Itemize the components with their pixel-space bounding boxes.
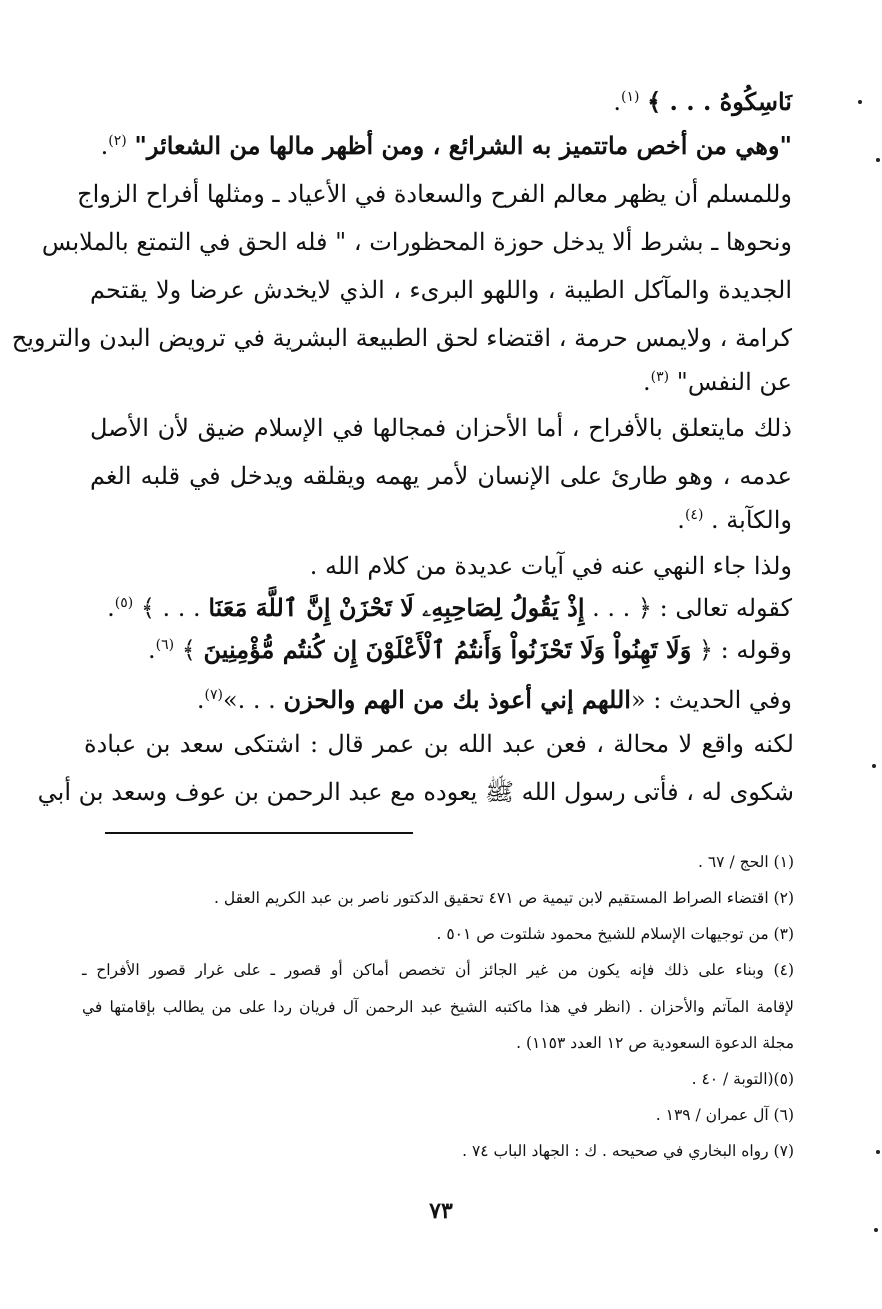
verse-line-2: وقوله : ﴿ وَلَا تَهِنُواْ وَلَا تَحْزَنُواْ وَأَنتُمُ ٱلْأَعْلَوْنَ إِن كُنتُم مُّؤْمِنِينَ ﴾ $^{(٦)}$. xyxy=(148,635,792,664)
footnote-4-cont: مجلة الدعوة السعودية ص ١٢ العدد ١١٥٣) . xyxy=(516,1034,794,1052)
footnote-7: (٧) رواه البخاري في صحيحه . ك : الجهاد الباب ٧٤ . xyxy=(462,1142,794,1160)
footnote-separator xyxy=(105,832,413,834)
paragraph-line: عن النفس" $^{(٣)}$. xyxy=(643,368,792,396)
footnote-6: (٦) آل عمران / ١٣٩ . xyxy=(655,1106,794,1124)
quran-verse: إِذْ يَقُولُ لِصَاحِبِهِۦ لَا تَحْزَنْ إِنَّ ٱللَّهَ مَعَنَا xyxy=(208,593,585,622)
footnote-4-cont: لإقامة المآتم والأحزان . (انظر في هذا ماكتبه الشيخ عبد الرحمن آل فريان ردا على من يطالب بإقامتها في xyxy=(82,998,794,1016)
footnote-ref-4: (٤) xyxy=(684,507,704,523)
footnote-ref-7: (٧) xyxy=(204,687,223,703)
paragraph-line: ولذا جاء النهي عنه في آيات عديدة من كلام الله . xyxy=(309,552,792,580)
hadith-text: اللهم إني أعوذ بك من الهم والحزن xyxy=(283,685,631,714)
verse-line-1: كقوله تعالى : ﴿ . . . إِذْ يَقُولُ لِصَاحِبِهِۦ لَا تَحْزَنْ إِنَّ ٱللَّهَ مَعَنَا . . . ﴾ $^{(٥)}$. xyxy=(107,593,792,622)
scan-speck xyxy=(876,158,880,162)
footnote-2: (٢) اقتضاء الصراط المستقيم لابن تيمية ص ٤٧١ تحقيق الدكتور ناصر بن عبد الكريم العقل . xyxy=(214,889,794,907)
paragraph-line: عدمه ، وهو طارئ على الإنسان لأمر يهمه ويقلقه ويدخل في قلبه الغم xyxy=(90,462,792,490)
footnote-ref-5: (٥) xyxy=(114,595,134,611)
quran-verse: وَلَا تَهِنُواْ وَلَا تَحْزَنُواْ وَأَنتُمُ ٱلْأَعْلَوْنَ إِن كُنتُم مُّؤْمِنِينَ xyxy=(203,635,692,664)
scan-speck xyxy=(876,1150,880,1154)
page-number: ٧٣ xyxy=(429,1198,453,1224)
quote-line: "وهي من أخص ماتتميز به الشرائع ، ومن أظهر مالها من الشعائر" $^{(٢)}$. xyxy=(100,131,792,160)
scan-speck xyxy=(874,1228,878,1232)
paragraph-line: وللمسلم أن يظهر معالم الفرح والسعادة في الأعياد ـ ومثلها أفراح الزواج xyxy=(77,180,792,208)
paragraph-line: شكوى له ، فأتى رسول الله ﷺ يعوده مع عبد الرحمن بن عوف وسعد بن أبي xyxy=(37,778,794,806)
paragraph-line: ذلك مايتعلق بالأفراح ، أما الأحزان فمجالها في الإسلام ضيق لأن الأصل xyxy=(90,414,792,442)
scan-speck xyxy=(872,764,876,768)
footnote-5: (٥)(التوبة / ٤٠ . xyxy=(691,1070,794,1088)
verse-fragment-line: نَاسِكُوهُ . . . ﴾ $^{(١)}$. xyxy=(613,87,792,116)
footnote-3: (٣) من توجيهات الإسلام للشيخ محمود شلتوت ص ٥٠١ . xyxy=(436,925,794,943)
hadith-line: وفي الحديث : «اللهم إني أعوذ بك من الهم والحزن . . .»$^{(٧)}$. xyxy=(196,685,792,714)
footnote-ref-3: (٣) xyxy=(650,369,670,385)
footnote-ref-1: (١) xyxy=(621,89,640,105)
footnote-ref-2: (٢) xyxy=(108,133,127,149)
quote-text: "وهي من أخص ماتتميز به الشرائع ، ومن أظهر مالها من الشعائر" xyxy=(134,131,792,160)
paragraph-line: كرامة ، ولايمس حرمة ، اقتضاء لحق الطبيعة البشرية في ترويض البدن والترويح xyxy=(11,324,792,352)
footnote-ref-6: (٦) xyxy=(155,637,175,653)
footnote-1: (١) الحج / ٦٧ . xyxy=(698,853,794,871)
footnote-4: (٤) وبناء على ذلك فإنه يكون من غير الجائز أن تخصص أماكن أو قصور ـ على غرار قصور الأفراح ـ xyxy=(82,961,794,979)
paragraph-line: والكآبة . $^{(٤)}$. xyxy=(677,506,792,534)
paragraph-line: الجديدة والمآكل الطيبة ، واللهو البرىء ، الذي لايخدش عرضا ولا يقتحم xyxy=(90,276,792,304)
paragraph-line: ونحوها ـ بشرط ألا يدخل حوزة المحظورات ، " فله الحق في التمتع بالملابس xyxy=(41,228,792,256)
paragraph-line: لكنه واقع لا محالة ، فعن عبد الله بن عمر قال : اشتكى سعد بن عبادة xyxy=(84,730,794,758)
verse-fragment: نَاسِكُوهُ . . . ﴾ xyxy=(647,87,792,116)
scan-speck xyxy=(858,100,862,104)
